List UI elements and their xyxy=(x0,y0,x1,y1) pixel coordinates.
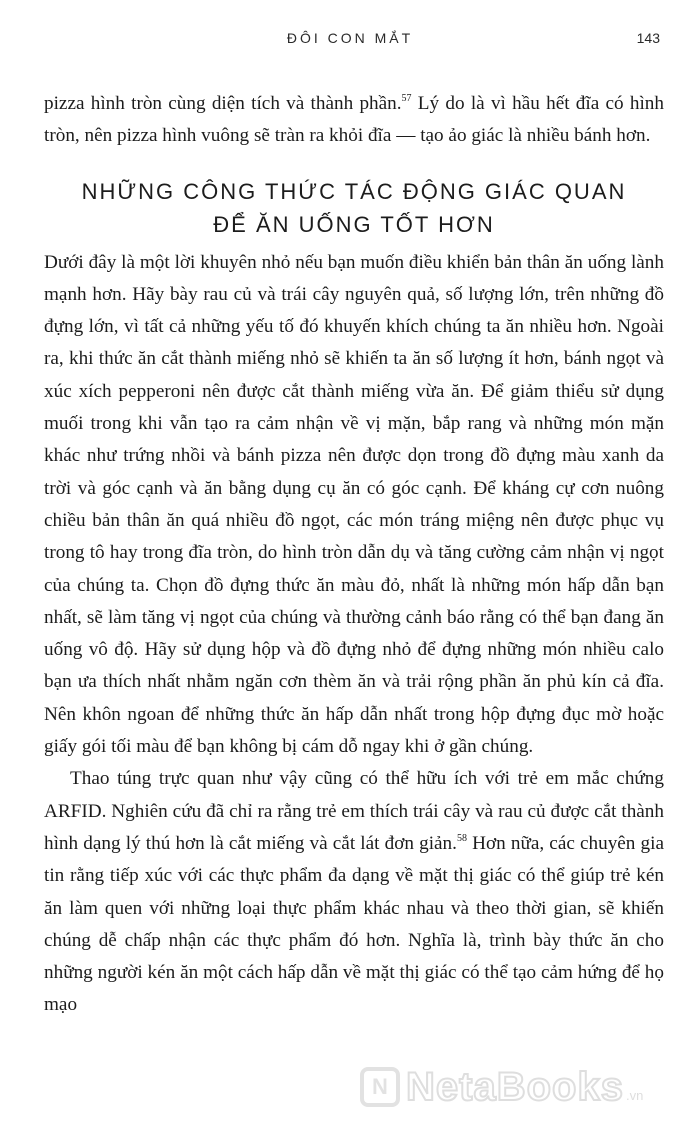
publisher-watermark xyxy=(360,1063,643,1111)
paragraph-1-text-after: Lý do là vì hầu hết đĩa có hình tròn, nên pizza hình vuông sẽ tràn ra khỏi đĩa — tạo ảo giác là nhiều bánh hơn. xyxy=(44,93,664,147)
section-heading xyxy=(44,175,664,241)
paragraph-1 xyxy=(44,88,664,153)
paragraph-2: Dưới đây là một lời khuyên nhỏ nếu bạn muốn điều khiển bản thân ăn uống lành mạnh hơn. Hãy bày rau củ và trái cây nguyên quả, số lượng lớn, trên những đồ đựng lớn, vì tất cả những yếu tố đó khuyến khích chúng ta ăn nhiều hơn. Ngoài ra, khi thức ăn cắt thành miếng nhỏ sẽ khiến ta ăn số lượng ít hơn, bánh ngọt và xúc xích pepperoni nên được cắt thành miếng vừa ăn. Để giảm thiểu sử dụng muối trong khi vẫn tạo ra cảm nhận về vị mặn, bắp rang và những món mặn khác như trứng nhồi và bánh pizza nên được dọn trong đồ đựng màu xanh da trời và góc cạnh và ăn bằng dụng cụ ăn có góc cạnh. Để kháng cự cơn nuông chiều bản thân ăn quá nhiều đồ ngọt, các món tráng miệng nên được phục vụ trong tô hay trong đĩa tròn, do hình tròn dẫn dụ và tăng cường cảm nhận vị ngọt của chúng ta. Chọn đồ đựng thức ăn màu đỏ, nhất là những món hấp dẫn bạn nhất, sẽ làm tăng vị ngọt của chúng và thường cảnh báo rằng có thể bạn đang ăn uống vô độ. Hãy sử dụng hộp và đồ đựng nhỏ để đựng những món nhiều calo bạn ưa thích nhất nhằm ngăn cơn thèm ăn và trải rộng phần ăn phủ kín cả đĩa. Nên khôn ngoan để những thức ăn hấp dẫn nhất trong hộp đựng đục mờ hoặc giấy gói tối màu để bạn không bị cám dỗ ngay khi ở gần chúng. xyxy=(44,251,664,758)
section-heading-line-1: NHỮNG CÔNG THỨC TÁC ĐỘNG GIÁC QUAN xyxy=(81,178,627,204)
running-head xyxy=(0,30,700,54)
paragraph-3-text-after: Hơn nữa, các chuyên gia tin rằng tiếp xúc với các thực phẩm đa dạng về mặt thị giác có thể giúp trẻ kén ăn làm quen với những loại thực phẩm khác nhau và theo thời gian, sẽ khiến chúng dễ chấp nhận các thực phẩm đó hơn. Nghĩa là, trình bày thức ăn cho những người kén ăn một cách hấp dẫn về mặt thị giác có thể tạo cảm hứng để họ mạo xyxy=(44,832,664,1016)
running-title: ĐÔI CON MẮT xyxy=(286,30,414,46)
page-number: 143 xyxy=(636,30,660,46)
page-body xyxy=(44,88,664,1022)
watermark-suffix: .vn xyxy=(625,1087,644,1103)
netabooks-logo-icon: N xyxy=(360,1067,400,1107)
paragraph-1-text: pizza hình tròn cùng diện tích và thành phần. xyxy=(44,93,402,114)
footnote-marker-57: 57 xyxy=(401,93,412,104)
section-heading-line-2: ĐỂ ĂN UỐNG TỐT HƠN xyxy=(213,211,495,237)
watermark-brand: NetaBooks xyxy=(406,1064,624,1109)
footnote-marker-58: 58 xyxy=(456,832,467,844)
paragraph-3 xyxy=(44,763,664,1021)
paragraph-3-text: Thao túng trực quan như vậy cũng có thể hữu ích với trẻ em mắc chứng ARFID. Nghiên cứu đã chỉ ra rằng trẻ em thích trái cây và rau củ được cắt thành hình dạng lý thú hơn là cắt miếng và cắt lát đơn giản. xyxy=(44,768,664,854)
